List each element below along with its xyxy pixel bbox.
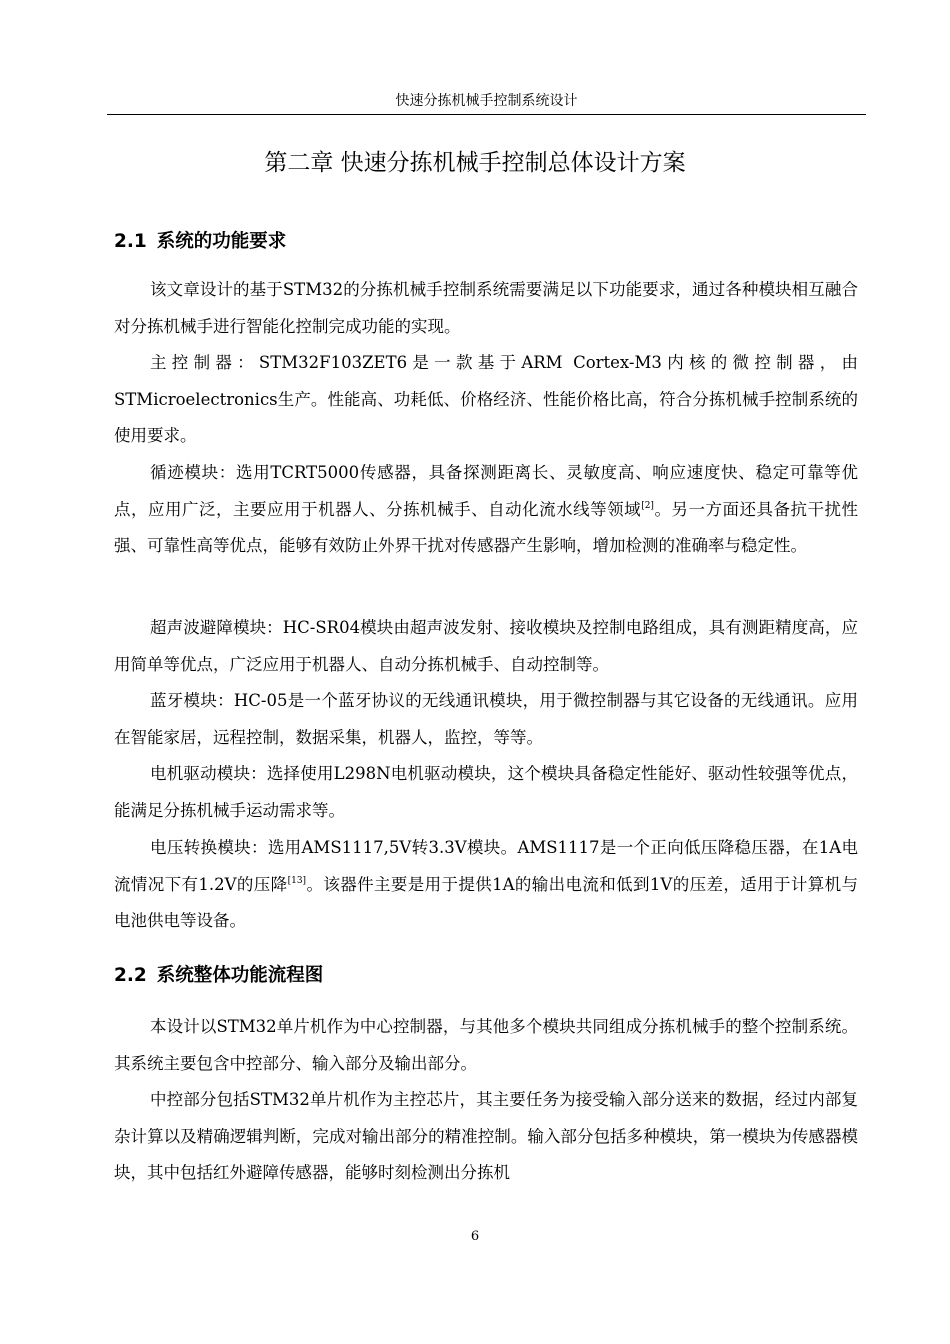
section-title: 系统整体功能流程图 <box>156 965 324 986</box>
paragraph-central-control: 中控部分包括STM32单片机作为主控芯片，其主要任务为接受输入部分送来的数据，经过内部复杂计算以及精确逻辑判断，完成对输出部分的精准控制。输入部分包括多种模块，第一模块为传感器模块，其中包括红外避障传感器，能够时刻检测出分拣机 <box>114 1090 858 1182</box>
page-header <box>107 92 866 115</box>
paragraph-text-before: 电压转换模块：选用AMS1117,5V转3.3V模块。AMS1117是一个正向低压降稳压器，在1A电流情况下有1.2V的压降 <box>114 838 858 894</box>
paragraph-bluetooth-module: 蓝牙模块：HC-05是一个蓝牙协议的无线通讯模块，用于微控制器与其它设备的无线通讯。应用在智能家居，远程控制，数据采集，机器人，监控，等等。 <box>114 691 858 747</box>
section-number: 2.1 <box>114 231 147 252</box>
paragraph-ultrasonic-module: 超声波避障模块：HC-SR04模块由超声波发射、接收模块及控制电路组成，具有测距精度高，应用简单等优点，广泛应用于机器人、自动分拣机械手、自动控制等。 <box>114 618 858 674</box>
citation-13: [13] <box>287 875 307 886</box>
paragraph-tracking-module <box>114 455 858 565</box>
citation-2: [2] <box>641 500 654 511</box>
paragraph-text-after: 。该器件主要是用于提供1A的输出电流和低到1V的压差，适用于计算机与电池供电等设备。 <box>114 874 859 930</box>
section-heading-2-1 <box>114 229 286 255</box>
header-title: 快速分拣机械手控制系统设计 <box>395 93 578 109</box>
paragraph-overview: 本设计以STM32单片机作为中心控制器，与其他多个模块共同组成分拣机械手的整个控制系统。其系统主要包含中控部分、输入部分及输出部分。 <box>114 1017 858 1073</box>
page-number: 6 <box>470 1229 480 1244</box>
paragraph-motor-driver: 电机驱动模块：选择使用L298N电机驱动模块，这个模块具备稳定性能好、驱动性较强等优点，能满足分拣机械手运动需求等。 <box>114 764 858 820</box>
section-number: 2.2 <box>114 965 147 986</box>
paragraph-intro: 该文章设计的基于STM32的分拣机械手控制系统需要满足以下功能要求，通过各种模块相互融合对分拣机械手进行智能化控制完成功能的实现。 <box>114 280 858 336</box>
chapter-title: 第二章 快速分拣机械手控制总体设计方案 <box>264 150 686 176</box>
section-title: 系统的功能要求 <box>156 231 287 252</box>
section-heading-2-2 <box>114 963 323 989</box>
paragraph-text-before: 循迹模块：选用TCRT5000传感器，具备探测距离长、灵敏度高、响应速度快、稳定可靠等优点，应用广泛，主要应用于机器人、分拣机械手、自动化流水线等领域 <box>114 463 858 519</box>
paragraph-voltage-converter <box>114 830 858 940</box>
paragraph-text-after: 。另一方面还具备抗干扰性强、可靠性高等优点，能够有效防止外界干扰对传感器产生影响，增加检测的准确率与稳定性。 <box>114 499 859 555</box>
paragraph-main-controller: 主控制器：STM32F103ZET6是一款基于ARM Cortex-M3内核的微控制器，由STMicroelectronics生产。性能高、功耗低、价格经济、性能价格比高，符合分拣机械手控制系统的使用要求。 <box>114 353 858 445</box>
